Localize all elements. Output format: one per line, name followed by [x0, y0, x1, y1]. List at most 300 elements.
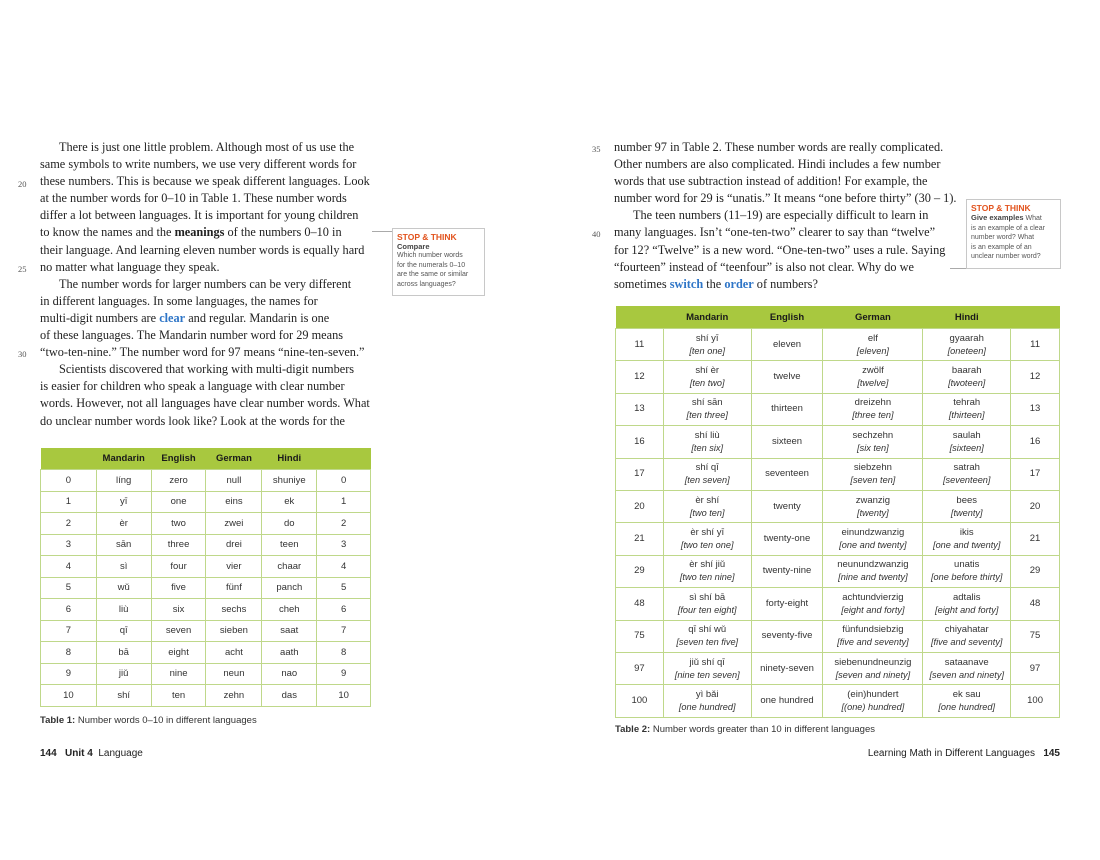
table-cell: wǔ	[96, 577, 151, 599]
number-word: satrah	[953, 462, 980, 474]
text-line: of these languages. The Mandarin number word for 29 means	[40, 328, 344, 343]
literal-translation: [twenty]	[857, 507, 889, 518]
number-word: dreizehn	[854, 397, 892, 409]
number-word: thirteen	[771, 403, 803, 415]
left-body-text	[40, 139, 380, 430]
column-header	[1011, 306, 1060, 329]
table-cell: nine	[151, 663, 206, 685]
table-cell	[751, 490, 823, 522]
text-line: in different languages. In some languages, the names for	[40, 293, 318, 308]
literal-translation: [ten three]	[686, 410, 728, 421]
table-2-number-words-over-10	[615, 306, 1060, 718]
line-number: 30	[18, 349, 27, 359]
table-row	[41, 513, 371, 535]
table-cell: 9	[317, 663, 371, 685]
text-line: at the number words for 0–10 in Table 1. These number words	[40, 191, 347, 206]
number-word: 97	[634, 662, 645, 674]
table-cell	[1011, 620, 1060, 652]
text-line: number 97 in Table 2. These number words are really complicated.	[614, 140, 944, 154]
stop-think-title: STOP & THINK	[971, 203, 1031, 213]
text-line: no matter what language they speak.	[40, 259, 220, 274]
number-word: twenty-one	[763, 533, 811, 545]
table-cell	[1011, 588, 1060, 620]
table-cell: two	[151, 513, 206, 535]
number-word: 11	[634, 338, 645, 350]
number-word: saulah	[952, 429, 981, 441]
table-row	[41, 556, 371, 578]
table-cell	[923, 620, 1011, 652]
stop-think-subtitle: Give examples	[971, 213, 1024, 222]
number-word: 20	[634, 500, 645, 512]
line-number: 20	[18, 179, 27, 189]
table-cell: shí	[96, 685, 151, 707]
stop-think-connector	[372, 231, 394, 232]
text-line: their language. And learning eleven number words is equally hard	[40, 242, 365, 257]
table-cell: fünf	[206, 577, 262, 599]
table-cell	[663, 652, 751, 684]
table-cell	[823, 652, 923, 684]
table-cell: acht	[206, 642, 262, 664]
table-row	[616, 652, 1060, 684]
number-word: shí sān	[691, 397, 723, 409]
table-cell	[616, 393, 664, 425]
stop-think-body: Give examples What is an example of a clear number word? What is an example of an unclear number word?	[971, 213, 1045, 261]
number-word: siebzehn	[853, 462, 892, 474]
column-header: Mandarin	[96, 448, 151, 470]
table-row	[616, 523, 1060, 555]
table-cell	[923, 685, 1011, 717]
table-cell	[823, 393, 923, 425]
literal-translation: [eight and forty]	[935, 604, 999, 615]
table-cell: 1	[41, 491, 97, 513]
literal-translation: [one hundred]	[678, 701, 736, 712]
table-cell: ek	[262, 491, 317, 513]
table-row	[616, 393, 1060, 425]
table-cell: qī	[96, 620, 151, 642]
right-body-text	[614, 139, 959, 293]
number-word: eleven	[773, 338, 802, 350]
literal-translation: [thirteen]	[948, 410, 985, 421]
vocab-link-order[interactable]: order	[724, 276, 754, 291]
table-cell: das	[262, 685, 317, 707]
table-row	[41, 534, 371, 556]
line-number: 25	[18, 264, 27, 274]
line-number: 40	[592, 229, 601, 239]
table-cell: 5	[317, 577, 371, 599]
table-cell: jiǔ	[96, 663, 151, 685]
table-cell	[751, 329, 823, 361]
table-cell: five	[151, 577, 206, 599]
table-cell: nao	[262, 663, 317, 685]
table-row	[616, 685, 1060, 717]
table-cell	[616, 490, 664, 522]
number-word: zwanzig	[855, 494, 891, 506]
number-word: adtalis	[952, 591, 981, 603]
table-cell	[616, 523, 664, 555]
text-line: There is just one little problem. Although most of us use the	[59, 140, 355, 154]
table-cell: bā	[96, 642, 151, 664]
table-row	[41, 470, 371, 492]
table-row	[41, 642, 371, 664]
keyword-meanings: meanings	[174, 225, 225, 240]
table-cell	[663, 490, 751, 522]
table-cell: 3	[317, 534, 371, 556]
text-line: Other numbers are also complicated. Hindi includes a few number	[614, 157, 941, 172]
table-cell	[616, 361, 664, 393]
number-word: unatis	[954, 559, 980, 571]
literal-translation: [seventeen]	[942, 475, 991, 486]
number-word: shí liù	[694, 429, 720, 441]
table-1-caption: Table 1: Number words 0–10 in different languages	[40, 715, 257, 726]
text-line: number word for 29 is “unatis.” It means “one before thirty” (30 – 1).	[614, 191, 957, 206]
table-cell	[751, 426, 823, 458]
literal-translation: [seven ten]	[850, 475, 896, 486]
table-cell	[1011, 393, 1060, 425]
table-cell	[663, 523, 751, 555]
literal-translation: [five and seventy]	[930, 637, 1003, 648]
table-header-row	[616, 306, 1060, 329]
number-word: sixteen	[771, 435, 803, 447]
number-word: baarah	[951, 365, 982, 377]
table-cell	[616, 685, 664, 717]
number-word: elf	[867, 332, 878, 344]
literal-translation: [sixteen]	[949, 442, 984, 453]
page-number: 144	[40, 748, 57, 759]
table-cell	[923, 490, 1011, 522]
line-number: 35	[592, 144, 601, 154]
table-cell	[751, 620, 823, 652]
table-cell: seven	[151, 620, 206, 642]
number-word: shí qī	[695, 462, 719, 474]
table-cell	[616, 620, 664, 652]
table-cell: do	[262, 513, 317, 535]
literal-translation: [four ten eight]	[677, 604, 737, 615]
column-header: Mandarin	[663, 306, 751, 329]
number-word: èr shí yī	[690, 527, 725, 539]
table-row	[41, 685, 371, 707]
text-line: The number words for larger numbers can be very different	[59, 276, 352, 291]
table-cell	[751, 393, 823, 425]
number-word: 29	[634, 565, 645, 577]
number-word: sechzehn	[852, 429, 894, 441]
table-cell: liù	[96, 599, 151, 621]
stop-think-connector	[950, 268, 966, 269]
column-header	[317, 448, 371, 470]
text-line: The teen numbers (11–19) are especially difficult to learn in	[633, 208, 929, 223]
text-line: Scientists discovered that working with multi-digit numbers	[59, 362, 355, 377]
number-word: gyaarah	[949, 332, 984, 344]
number-word: yì bǎi	[695, 688, 719, 700]
table-cell: 4	[317, 556, 371, 578]
number-word: seventy-five	[761, 630, 813, 642]
table-cell: 10	[41, 685, 97, 707]
number-word: 29	[1029, 565, 1041, 577]
table-cell	[663, 620, 751, 652]
literal-translation: [seven and ninety]	[929, 669, 1005, 680]
table-cell: 5	[41, 577, 97, 599]
number-word: 12	[1029, 371, 1041, 383]
table-row	[616, 588, 1060, 620]
literal-translation: [two ten nine]	[679, 572, 735, 583]
text-line: multi-digit numbers are clear and regular. Mandarin is one	[40, 310, 330, 325]
table-cell	[923, 329, 1011, 361]
literal-translation: [eleven]	[856, 345, 889, 356]
literal-translation: [seven and ninety]	[835, 669, 911, 680]
table-cell	[1011, 361, 1060, 393]
table-cell	[663, 458, 751, 490]
table-cell	[1011, 652, 1060, 684]
column-header	[41, 448, 97, 470]
text-line: these numbers. This is because we speak different languages. Look	[40, 174, 370, 189]
table-cell	[751, 523, 823, 555]
table-cell: sì	[96, 556, 151, 578]
table-cell	[663, 588, 751, 620]
number-word: bees	[956, 494, 978, 506]
table-cell: sieben	[206, 620, 262, 642]
number-word: 97	[1029, 662, 1041, 674]
table-cell	[923, 588, 1011, 620]
number-word: 75	[1029, 630, 1041, 642]
table-cell: saat	[262, 620, 317, 642]
literal-translation: [one and twenty]	[933, 540, 1001, 551]
table-cell: chaar	[262, 556, 317, 578]
stop-think-body: Which number words for the numerals 0–10 are the same or similar across languages?	[397, 252, 469, 288]
table-cell	[823, 555, 923, 587]
number-word: 48	[1029, 597, 1041, 609]
table-cell: 10	[317, 685, 371, 707]
table-cell: 8	[41, 642, 97, 664]
table-cell	[923, 652, 1011, 684]
table-1-number-words-0-10	[40, 448, 371, 707]
table-cell: shuniye	[262, 470, 317, 492]
table-cell	[823, 361, 923, 393]
table-cell: four	[151, 556, 206, 578]
table-header-row	[41, 448, 371, 470]
number-word: 100	[1027, 694, 1043, 706]
table-cell: zero	[151, 470, 206, 492]
table-cell	[751, 555, 823, 587]
number-word: èr shí jiǔ	[689, 559, 726, 571]
number-word: 21	[1029, 533, 1041, 545]
table-cell	[616, 458, 664, 490]
number-word: 100	[631, 694, 648, 706]
text-line: many languages. Isn’t “one-ten-two” clearer to say than “twelve”	[614, 225, 936, 240]
literal-translation: [seven ten five]	[676, 637, 739, 648]
table-cell	[923, 393, 1011, 425]
table-cell	[1011, 555, 1060, 587]
table-cell: three	[151, 534, 206, 556]
number-word: 12	[634, 371, 645, 383]
literal-translation: [three ten]	[852, 410, 894, 421]
table-row	[41, 599, 371, 621]
table-cell: 6	[317, 599, 371, 621]
table-cell	[823, 490, 923, 522]
table-cell: 0	[41, 470, 97, 492]
literal-translation: [one and twenty]	[839, 540, 907, 551]
column-header: German	[823, 306, 923, 329]
number-word: fünfundsiebzig	[842, 624, 904, 636]
table-cell: líng	[96, 470, 151, 492]
number-word: sì shí bā	[689, 591, 726, 603]
text-line: same symbols to write numbers, we use very different words for	[40, 157, 357, 172]
table-cell	[616, 555, 664, 587]
literal-translation: [two ten]	[689, 507, 725, 518]
number-word: zwölf	[862, 365, 884, 377]
chapter-title: Learning Math in Different Languages	[867, 748, 1035, 759]
table-cell	[751, 685, 823, 717]
number-word: seventeen	[765, 468, 809, 480]
literal-translation: [eight and forty]	[841, 604, 905, 615]
text-line: words that use subtraction instead of addition! For example, the	[614, 174, 928, 189]
table-cell: one	[151, 491, 206, 513]
table-cell: sān	[96, 534, 151, 556]
table-2-caption: Table 2: Number words greater than 10 in different languages	[615, 724, 875, 735]
stop-and-think-box-compare	[392, 228, 485, 296]
literal-translation: [five and seventy]	[837, 637, 909, 648]
number-word: 13	[1029, 403, 1041, 415]
text-line: for 12? “Twelve” is a new word. “One-ten-two” uses a rule. Saying	[614, 242, 946, 257]
table-cell: panch	[262, 577, 317, 599]
number-word: 17	[1029, 468, 1041, 480]
section-label: Language	[98, 748, 143, 759]
table-cell	[663, 393, 751, 425]
left-footer	[40, 748, 143, 759]
literal-translation: [one hundred]	[938, 701, 996, 712]
number-word: sataanave	[944, 656, 989, 668]
table-cell: 4	[41, 556, 97, 578]
number-word: twelve	[773, 371, 801, 383]
table-cell	[823, 620, 923, 652]
literal-translation: [ten six]	[691, 442, 724, 453]
table-cell: yī	[96, 491, 151, 513]
table-cell	[1011, 523, 1060, 555]
table-cell: zwei	[206, 513, 262, 535]
stop-think-subtitle: Compare	[397, 242, 430, 251]
number-word: 13	[634, 403, 645, 415]
text-line: is easier for children who speak a language with clear number	[40, 379, 345, 394]
table-cell	[1011, 458, 1060, 490]
stop-think-title: STOP & THINK	[397, 232, 457, 242]
table-cell	[923, 523, 1011, 555]
text-line: sometimes switch the order of numbers?	[614, 276, 818, 291]
table-cell	[923, 361, 1011, 393]
column-header: Hindi	[262, 448, 317, 470]
table-row	[41, 663, 371, 685]
table-cell	[616, 652, 664, 684]
table-cell: vier	[206, 556, 262, 578]
literal-translation: [two ten one]	[680, 540, 734, 551]
literal-translation: [ten seven]	[684, 475, 730, 486]
number-word: shí èr	[695, 365, 720, 377]
column-header: English	[751, 306, 823, 329]
number-word: achtundvierzig	[842, 591, 904, 603]
table-cell	[663, 329, 751, 361]
table-row	[616, 329, 1060, 361]
column-header: Hindi	[923, 306, 1011, 329]
number-word: 11	[1030, 338, 1040, 350]
table-cell: 1	[317, 491, 371, 513]
literal-translation: [six ten]	[857, 442, 889, 453]
column-header: German	[206, 448, 262, 470]
number-word: ninety-seven	[760, 662, 814, 674]
table-row	[616, 458, 1060, 490]
table-cell	[923, 458, 1011, 490]
literal-translation: [ten two]	[689, 378, 725, 389]
table-row	[616, 361, 1060, 393]
table-cell	[923, 555, 1011, 587]
number-word: neunundzwanzig	[837, 559, 909, 571]
literal-translation: [ten one]	[689, 345, 726, 356]
table-cell: 3	[41, 534, 97, 556]
table-cell	[823, 329, 923, 361]
table-cell: null	[206, 470, 262, 492]
literal-translation: [one before thirty]	[930, 572, 1003, 583]
number-word: qī shí wǔ	[688, 624, 727, 636]
column-header	[616, 306, 664, 329]
number-word: twenty	[773, 500, 801, 512]
number-word: 16	[1029, 435, 1041, 447]
number-word: chiyahatar	[944, 624, 989, 636]
vocab-link-switch[interactable]: switch	[669, 276, 704, 291]
number-word: 21	[634, 533, 645, 545]
text-line: to know the names and the meanings of the numbers 0–10 in	[40, 225, 342, 240]
vocab-link-clear[interactable]: clear	[159, 310, 186, 325]
number-word: ikis	[959, 527, 974, 539]
table-cell	[751, 652, 823, 684]
table-row	[41, 491, 371, 513]
table-row	[616, 426, 1060, 458]
table-cell: cheh	[262, 599, 317, 621]
table-cell: èr	[96, 513, 151, 535]
literal-translation: [oneteen]	[947, 345, 986, 356]
table-cell	[663, 685, 751, 717]
table-cell	[616, 588, 664, 620]
number-word: 16	[634, 435, 645, 447]
table-cell	[1011, 490, 1060, 522]
table-cell: ten	[151, 685, 206, 707]
text-line: do unclear number words look like? Look at the words for the	[40, 413, 345, 428]
number-word: 48	[634, 597, 645, 609]
table-cell	[823, 588, 923, 620]
table-cell	[923, 426, 1011, 458]
table-cell: 8	[317, 642, 371, 664]
table-cell	[616, 426, 664, 458]
page-number: 145	[1043, 748, 1060, 759]
literal-translation: [nine and twenty]	[838, 572, 908, 583]
number-word: ek sau	[952, 688, 981, 700]
number-word: einundzwanzig	[841, 527, 905, 539]
table-cell: aath	[262, 642, 317, 664]
table-cell: 6	[41, 599, 97, 621]
table-row	[41, 620, 371, 642]
number-word: shí yī	[695, 332, 719, 344]
table-cell: eins	[206, 491, 262, 513]
stop-and-think-box-give-examples	[966, 199, 1061, 269]
table-cell: 2	[41, 513, 97, 535]
number-word: 20	[1029, 500, 1041, 512]
table-cell: zehn	[206, 685, 262, 707]
table-cell: 7	[41, 620, 97, 642]
table-cell: 0	[317, 470, 371, 492]
number-word: one hundred	[760, 694, 814, 706]
table-cell	[823, 523, 923, 555]
text-line: “fourteen” instead of “teenfour” is also not clear. Why do we	[614, 259, 914, 274]
table-cell	[1011, 426, 1060, 458]
right-footer	[868, 748, 1060, 759]
table-cell: 7	[317, 620, 371, 642]
number-word: jiǔ shí qī	[689, 656, 725, 668]
table-cell: teen	[262, 534, 317, 556]
